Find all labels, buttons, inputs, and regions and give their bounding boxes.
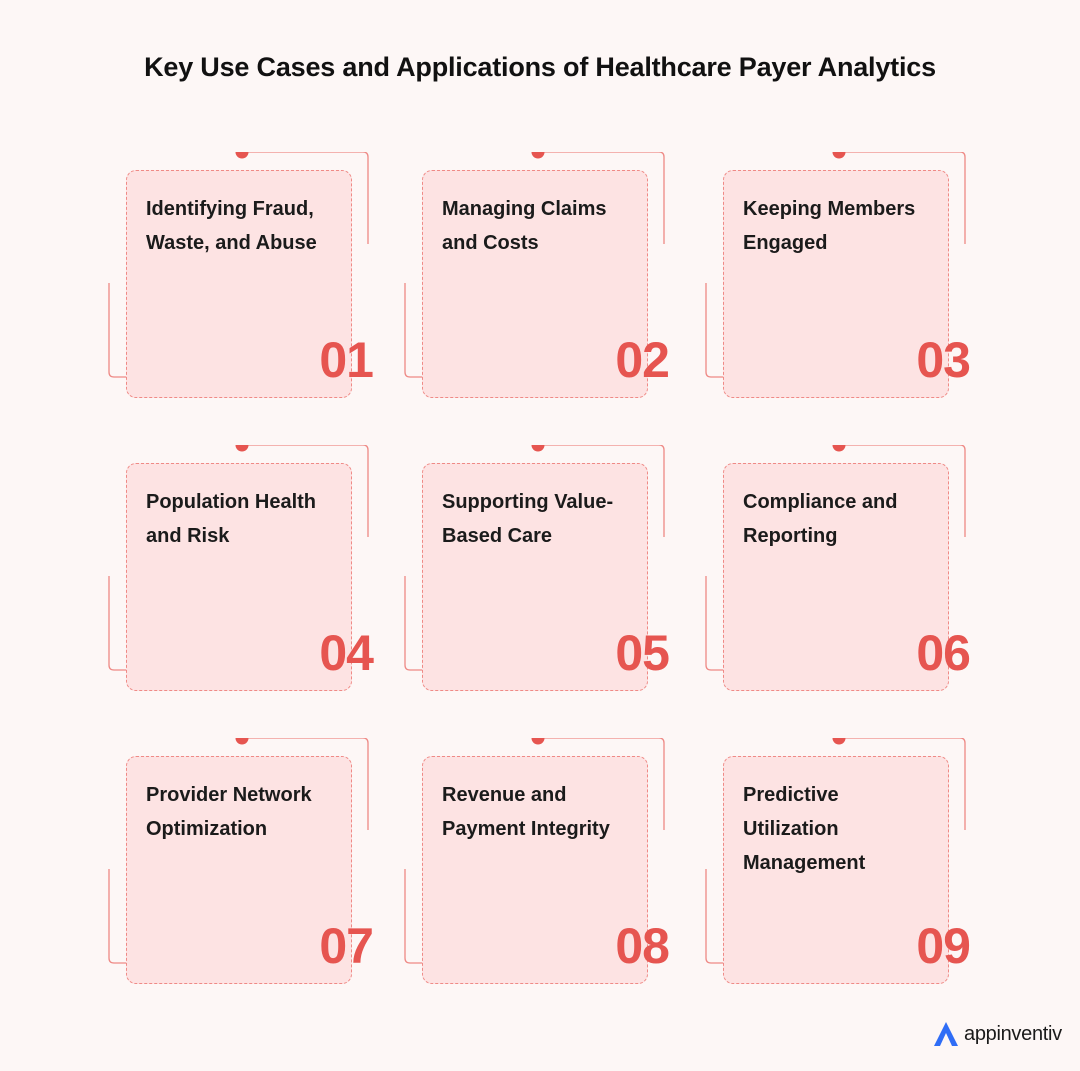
top-dot-icon xyxy=(236,738,249,745)
top-dot-icon xyxy=(236,152,249,159)
card-label: Provider Network Optimization xyxy=(146,784,312,840)
card-label: Revenue and Payment Integrity xyxy=(442,784,610,840)
card-label: Keeping Members Engaged xyxy=(743,198,916,254)
card-number: 04 xyxy=(319,625,373,681)
card-number: 08 xyxy=(615,918,669,974)
use-case-card xyxy=(404,445,669,705)
use-case-card xyxy=(404,152,669,412)
card-label: Supporting Value-Based Care xyxy=(442,491,614,547)
card-number: 03 xyxy=(916,332,970,388)
use-case-card xyxy=(705,152,970,412)
use-case-card xyxy=(705,738,970,998)
top-dot-icon xyxy=(532,445,545,452)
card-label: Predictive Utilization Management xyxy=(743,784,866,874)
card-number: 02 xyxy=(615,332,669,388)
card-number: 05 xyxy=(615,625,669,681)
card-number: 01 xyxy=(319,332,373,388)
card-label: Managing Claims and Costs xyxy=(442,198,607,254)
brand-name: appinventiv xyxy=(964,1022,1062,1045)
page-title: Key Use Cases and Applications of Healthcare Payer Analytics xyxy=(144,52,936,82)
top-dot-icon xyxy=(532,738,545,745)
card-label: Compliance and Reporting xyxy=(743,491,898,547)
top-dot-icon xyxy=(833,152,846,159)
top-dot-icon xyxy=(833,738,846,745)
use-case-card xyxy=(705,445,970,705)
card-number: 07 xyxy=(319,918,373,974)
brand-logo xyxy=(932,1018,1062,1050)
card-number: 06 xyxy=(916,625,970,681)
use-case-card xyxy=(108,445,373,705)
card-number: 09 xyxy=(916,918,970,974)
appinventiv-logo-icon xyxy=(932,1020,960,1048)
top-dot-icon xyxy=(833,445,846,452)
card-label: Identifying Fraud, Waste, and Abuse xyxy=(146,198,317,254)
top-dot-icon xyxy=(236,445,249,452)
top-dot-icon xyxy=(532,152,545,159)
use-case-card xyxy=(404,738,669,998)
card-label: Population Health and Risk xyxy=(146,491,316,547)
use-case-card xyxy=(108,738,373,998)
use-case-card xyxy=(108,152,373,412)
